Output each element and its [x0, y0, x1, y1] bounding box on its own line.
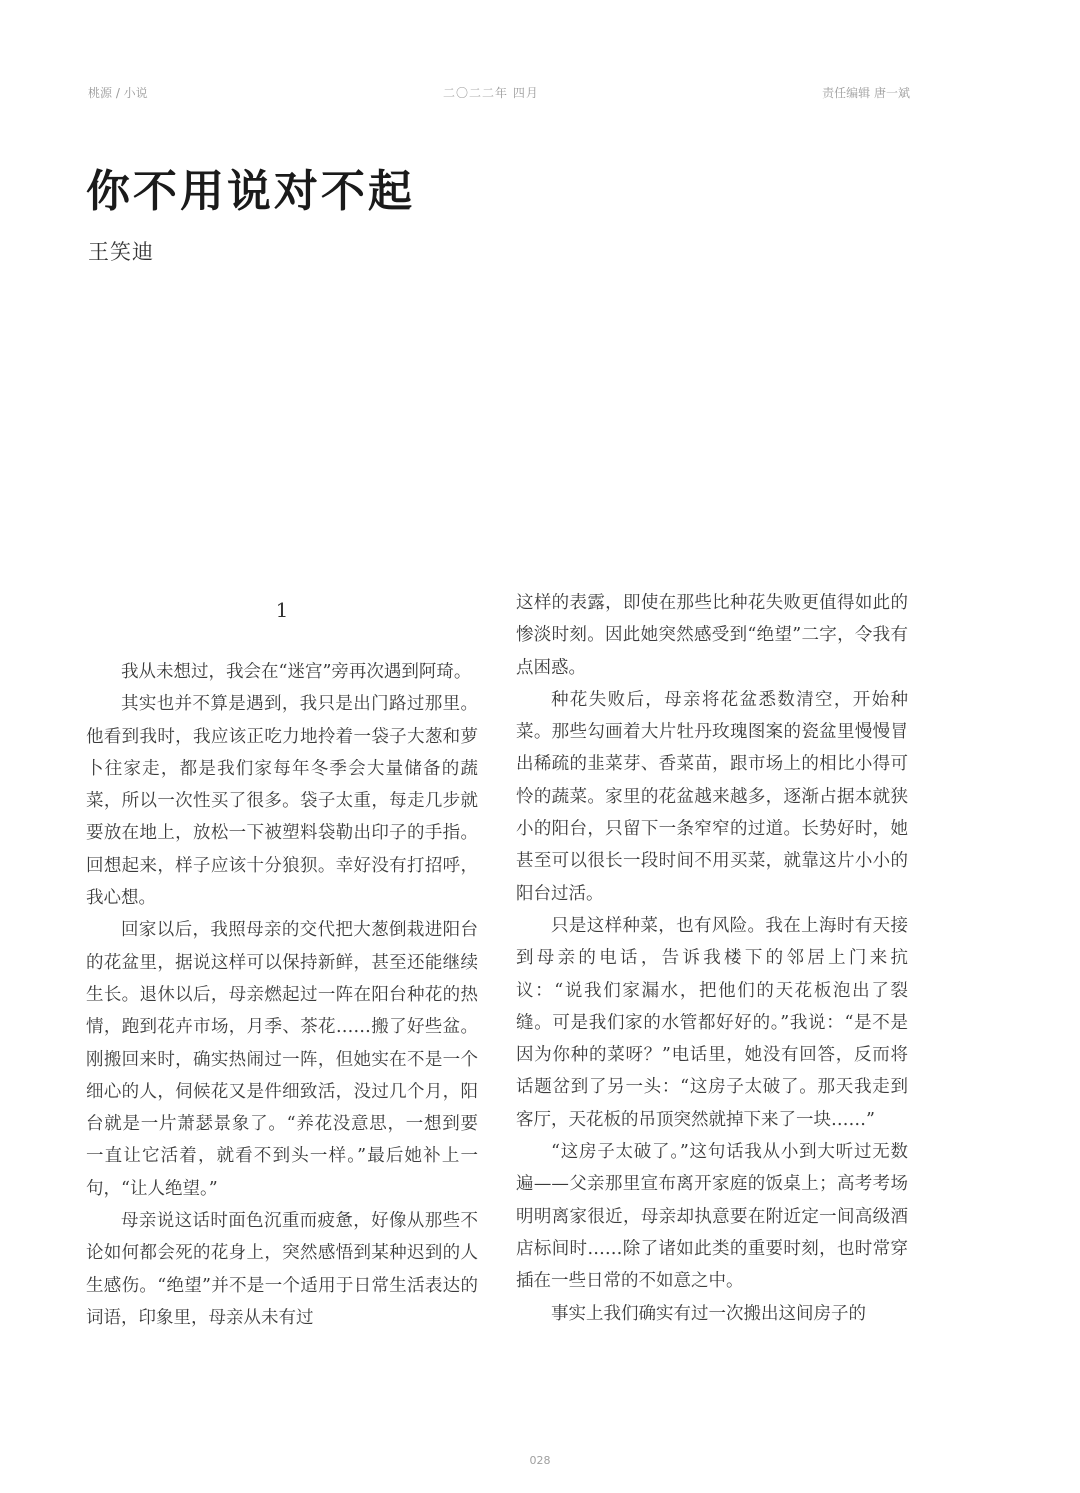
paragraph: 事实上我们确实有过一次搬出这间房子的 — [551, 1303, 866, 1324]
body-column-right — [516, 587, 908, 1330]
running-header — [88, 84, 910, 102]
paragraph: 母亲说这话时面色沉重而疲惫，好像从那些不论如何都会死的花身上，突然感悟到某种迟到的人生感伤。“绝望”并不是一个适用于日常生活表达的词语，印象里，母亲从未有过 — [86, 1211, 478, 1328]
body-column-left — [86, 590, 478, 1334]
paragraph: “这房子太破了。”这句话我从小到大听过无数遍——父亲那里宣布离开家庭的饭桌上；高考考场明明离家很近，母亲却执意要在附近定一间高级酒店标间时……除了诸如此类的重要时刻，也时常穿插在一些日常的不如意之中。 — [516, 1142, 908, 1292]
paragraph: 种花失败后，母亲将花盆悉数清空，开始种菜。那些勾画着大片牡丹玫瑰图案的瓷盆里慢慢冒出稀疏的韭菜芽、香菜苗，跟市场上的相比小得可怜的蔬菜。家里的花盆越来越多，逐渐占据本就狭小的阳台，只留下一条窄窄的过道。长势好时，她甚至可以很长一段时间不用买菜，就靠这片小小的阳台过活。 — [516, 689, 908, 904]
paragraph-continued: 这样的表露，即使在那些比种花失败更值得如此的惨淡时刻。因此她突然感受到“绝望”二字，令我有点困惑。 — [516, 593, 908, 678]
header-issue-date: 二〇二二年 四月 — [443, 86, 539, 100]
paragraph: 其实也并不算是遇到，我只是出门路过那里。他看到我时，我应该正吃力地拎着一袋子大葱和萝卜往家走，都是我们家每年冬季会大量储备的蔬菜，所以一次性买了很多。袋子太重，每走几步就要放在地上，放松一下被塑料袋勒出印子的手指。回想起来，样子应该十分狼狈。幸好没有打招呼，我心想。 — [86, 694, 478, 909]
header-section-label: 桃源 / 小说 — [88, 86, 148, 100]
paragraph: 回家以后，我照母亲的交代把大葱倒栽进阳台的花盆里，据说这样可以保持新鲜，甚至还能继续生长。退休以后，母亲燃起过一阵在阳台种花的热情，跑到花卉市场，月季、茶花……搬了好些盆。刚搬回来时，确实热闹过一阵，但她实在不是一个细心的人，伺候花又是件细致活，没过几个月，阳台就是一片萧瑟景象了。“养花没意思，一想到要一直让它活着，就看不到头一样。”最后她补上一句，“让人绝望。” — [86, 920, 478, 1199]
header-editor: 责任编辑 唐一斌 — [822, 86, 910, 100]
paragraph: 只是这样种菜，也有风险。我在上海时有天接到母亲的电话，告诉我楼下的邻居上门来抗议：“说我们家漏水，把他们的天花板泡出了裂缝。可是我们家的水管都好好的。”我说：“是不是因为你种的菜呀？”电话里，她没有回答，反而将话题岔到了另一头：“这房子太破了。那天我走到客厅，天花板的吊顶突然就掉下来了一块……” — [516, 915, 908, 1130]
story-title: 你不用说对不起 — [86, 166, 415, 217]
page-number: 028 — [529, 1454, 551, 1467]
story-author: 王笑迪 — [88, 240, 154, 264]
section-number: 1 — [275, 598, 289, 622]
paragraph: 我从未想过，我会在“迷宫”旁再次遇到阿琦。 — [121, 662, 472, 682]
